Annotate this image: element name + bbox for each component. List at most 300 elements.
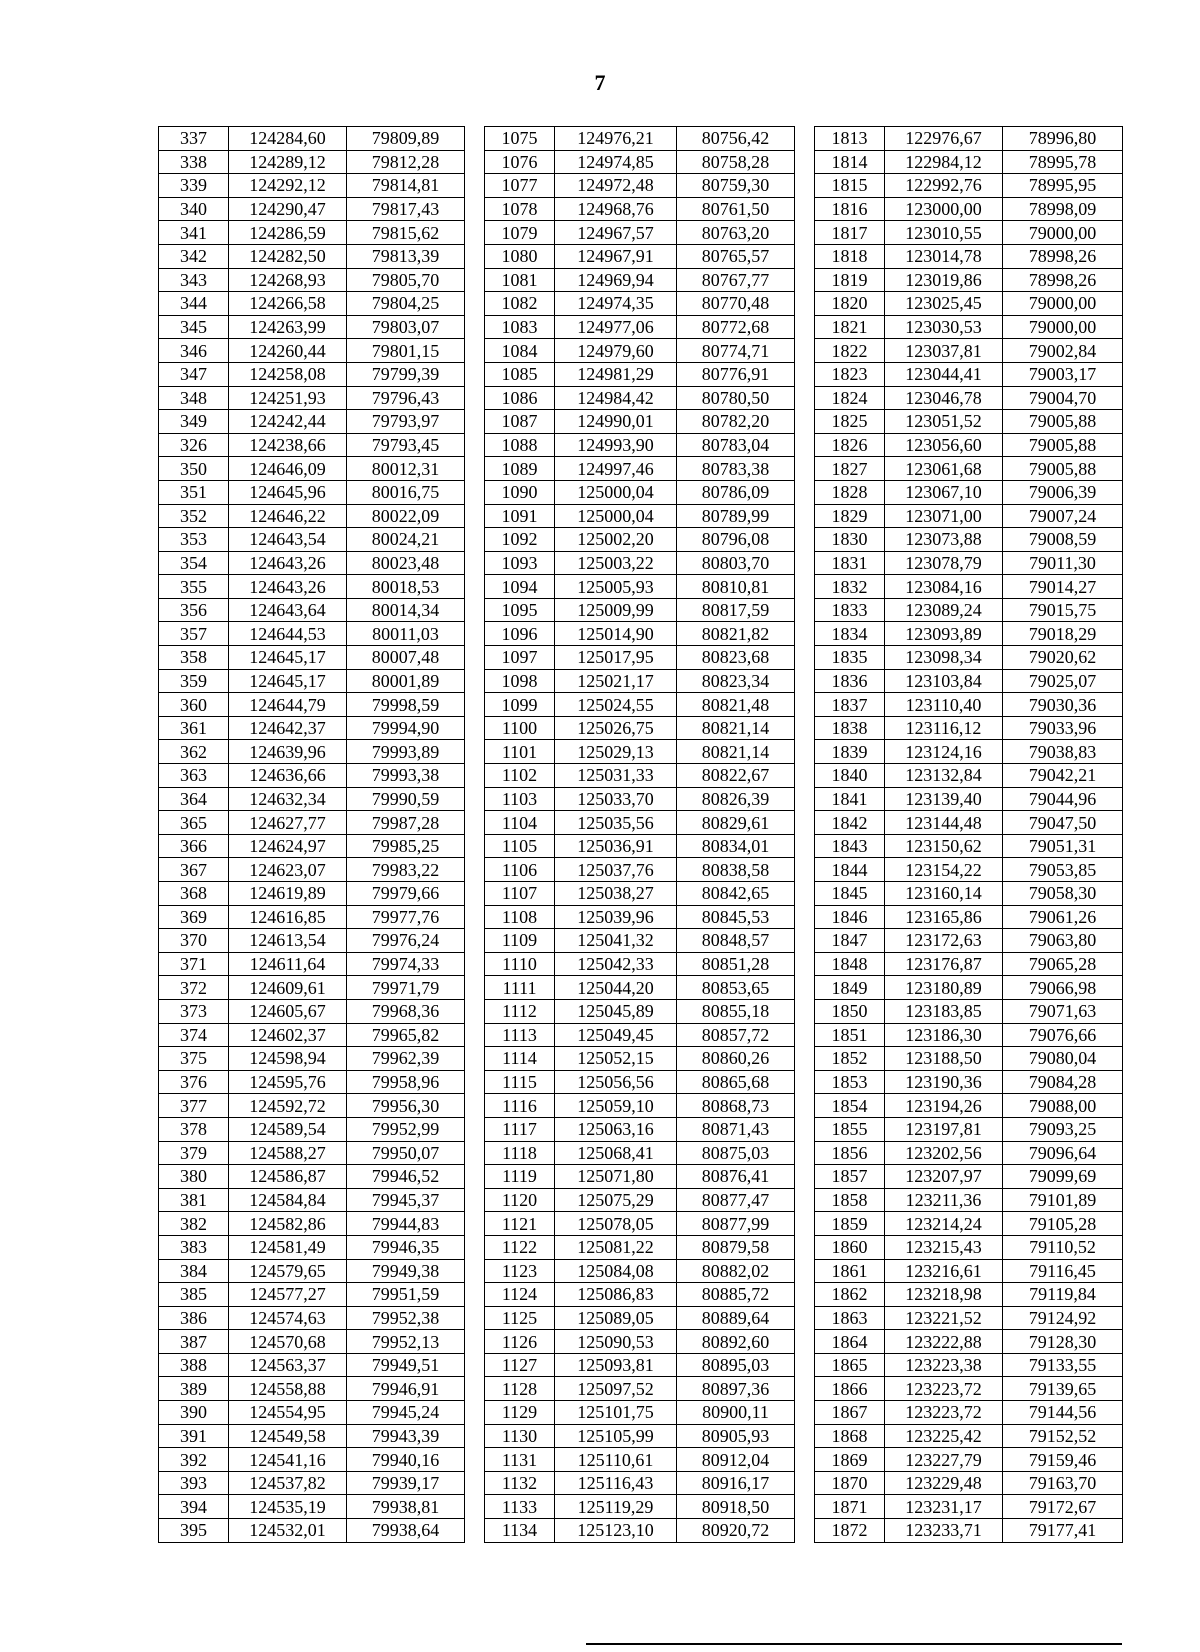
block-separator bbox=[795, 221, 815, 245]
point-number-cell: 1080 bbox=[485, 244, 555, 268]
block-separator bbox=[465, 504, 485, 528]
y-coordinate-cell: 79945,37 bbox=[347, 1188, 465, 1212]
x-coordinate-cell: 124644,53 bbox=[229, 622, 347, 646]
y-coordinate-cell: 79805,70 bbox=[347, 268, 465, 292]
block-separator bbox=[465, 622, 485, 646]
y-coordinate-cell: 79968,36 bbox=[347, 999, 465, 1023]
point-number-cell: 1843 bbox=[815, 834, 885, 858]
y-coordinate-cell: 79994,90 bbox=[347, 716, 465, 740]
point-number-cell: 1129 bbox=[485, 1401, 555, 1425]
x-coordinate-cell: 123160,14 bbox=[885, 882, 1003, 906]
point-number-cell: 1099 bbox=[485, 693, 555, 717]
point-number-cell: 1860 bbox=[815, 1235, 885, 1259]
block-separator bbox=[465, 197, 485, 221]
x-coordinate-cell: 125005,93 bbox=[555, 575, 677, 599]
x-coordinate-cell: 124972,48 bbox=[555, 174, 677, 198]
y-coordinate-cell: 79088,00 bbox=[1003, 1094, 1123, 1118]
x-coordinate-cell: 124645,17 bbox=[229, 669, 347, 693]
block-separator bbox=[465, 740, 485, 764]
table-row bbox=[159, 457, 1123, 481]
y-coordinate-cell: 80845,53 bbox=[677, 905, 795, 929]
x-coordinate-cell: 125029,13 bbox=[555, 740, 677, 764]
y-coordinate-cell: 80900,11 bbox=[677, 1401, 795, 1425]
block-separator bbox=[795, 292, 815, 316]
table-row bbox=[159, 716, 1123, 740]
point-number-cell: 394 bbox=[159, 1495, 229, 1519]
table-row bbox=[159, 315, 1123, 339]
y-coordinate-cell: 79990,59 bbox=[347, 787, 465, 811]
point-number-cell: 385 bbox=[159, 1283, 229, 1307]
y-coordinate-cell: 80759,30 bbox=[677, 174, 795, 198]
point-number-cell: 1090 bbox=[485, 480, 555, 504]
point-number-cell: 1079 bbox=[485, 221, 555, 245]
y-coordinate-cell: 80803,70 bbox=[677, 551, 795, 575]
block-separator bbox=[465, 999, 485, 1023]
x-coordinate-cell: 124645,96 bbox=[229, 480, 347, 504]
table-row bbox=[159, 1070, 1123, 1094]
x-coordinate-cell: 125026,75 bbox=[555, 716, 677, 740]
y-coordinate-cell: 79025,07 bbox=[1003, 669, 1123, 693]
point-number-cell: 1075 bbox=[485, 127, 555, 151]
x-coordinate-cell: 124577,27 bbox=[229, 1283, 347, 1307]
point-number-cell: 342 bbox=[159, 244, 229, 268]
x-coordinate-cell: 124549,58 bbox=[229, 1424, 347, 1448]
block-separator bbox=[465, 127, 485, 151]
point-number-cell: 374 bbox=[159, 1023, 229, 1047]
table-row bbox=[159, 929, 1123, 953]
y-coordinate-cell: 80912,04 bbox=[677, 1448, 795, 1472]
x-coordinate-cell: 125031,33 bbox=[555, 764, 677, 788]
point-number-cell: 1122 bbox=[485, 1235, 555, 1259]
y-coordinate-cell: 79096,64 bbox=[1003, 1141, 1123, 1165]
x-coordinate-cell: 125000,04 bbox=[555, 504, 677, 528]
point-number-cell: 349 bbox=[159, 410, 229, 434]
point-number-cell: 1088 bbox=[485, 433, 555, 457]
y-coordinate-cell: 79985,25 bbox=[347, 834, 465, 858]
table-row bbox=[159, 1117, 1123, 1141]
x-coordinate-cell: 125036,91 bbox=[555, 834, 677, 858]
point-number-cell: 352 bbox=[159, 504, 229, 528]
x-coordinate-cell: 122976,67 bbox=[885, 127, 1003, 151]
y-coordinate-cell: 79971,79 bbox=[347, 976, 465, 1000]
block-separator bbox=[795, 1495, 815, 1519]
point-number-cell: 1862 bbox=[815, 1283, 885, 1307]
block-separator bbox=[795, 1377, 815, 1401]
x-coordinate-cell: 125049,45 bbox=[555, 1023, 677, 1047]
y-coordinate-cell: 79946,35 bbox=[347, 1235, 465, 1259]
point-number-cell: 1863 bbox=[815, 1306, 885, 1330]
block-separator bbox=[465, 787, 485, 811]
point-number-cell: 362 bbox=[159, 740, 229, 764]
point-number-cell: 383 bbox=[159, 1235, 229, 1259]
point-number-cell: 381 bbox=[159, 1188, 229, 1212]
point-number-cell: 1093 bbox=[485, 551, 555, 575]
block-separator bbox=[795, 1047, 815, 1071]
x-coordinate-cell: 124588,27 bbox=[229, 1141, 347, 1165]
x-coordinate-cell: 125093,81 bbox=[555, 1353, 677, 1377]
y-coordinate-cell: 79084,28 bbox=[1003, 1070, 1123, 1094]
block-separator bbox=[795, 952, 815, 976]
x-coordinate-cell: 125090,53 bbox=[555, 1330, 677, 1354]
x-coordinate-cell: 123037,81 bbox=[885, 339, 1003, 363]
point-number-cell: 346 bbox=[159, 339, 229, 363]
y-coordinate-cell: 80786,09 bbox=[677, 480, 795, 504]
y-coordinate-cell: 79099,69 bbox=[1003, 1165, 1123, 1189]
x-coordinate-cell: 125009,99 bbox=[555, 598, 677, 622]
y-coordinate-cell: 80018,53 bbox=[347, 575, 465, 599]
x-coordinate-cell: 123098,34 bbox=[885, 646, 1003, 670]
table-row bbox=[159, 905, 1123, 929]
point-number-cell: 393 bbox=[159, 1471, 229, 1495]
y-coordinate-cell: 79814,81 bbox=[347, 174, 465, 198]
x-coordinate-cell: 125041,32 bbox=[555, 929, 677, 953]
point-number-cell: 1109 bbox=[485, 929, 555, 953]
point-number-cell: 1119 bbox=[485, 1165, 555, 1189]
y-coordinate-cell: 80810,81 bbox=[677, 575, 795, 599]
x-coordinate-cell: 124284,60 bbox=[229, 127, 347, 151]
block-separator bbox=[795, 504, 815, 528]
y-coordinate-cell: 79053,85 bbox=[1003, 858, 1123, 882]
x-coordinate-cell: 123000,00 bbox=[885, 197, 1003, 221]
x-coordinate-cell: 124646,22 bbox=[229, 504, 347, 528]
y-coordinate-cell: 79003,17 bbox=[1003, 362, 1123, 386]
x-coordinate-cell: 123150,62 bbox=[885, 834, 1003, 858]
x-coordinate-cell: 123176,87 bbox=[885, 952, 1003, 976]
y-coordinate-cell: 80823,34 bbox=[677, 669, 795, 693]
x-coordinate-cell: 122992,76 bbox=[885, 174, 1003, 198]
x-coordinate-cell: 124616,85 bbox=[229, 905, 347, 929]
x-coordinate-cell: 124639,96 bbox=[229, 740, 347, 764]
table-row bbox=[159, 1448, 1123, 1472]
y-coordinate-cell: 79965,82 bbox=[347, 1023, 465, 1047]
y-coordinate-cell: 80007,48 bbox=[347, 646, 465, 670]
point-number-cell: 1095 bbox=[485, 598, 555, 622]
y-coordinate-cell: 79163,70 bbox=[1003, 1471, 1123, 1495]
point-number-cell: 1839 bbox=[815, 740, 885, 764]
block-separator bbox=[465, 882, 485, 906]
block-separator bbox=[465, 1235, 485, 1259]
y-coordinate-cell: 79051,31 bbox=[1003, 834, 1123, 858]
table-row bbox=[159, 1330, 1123, 1354]
y-coordinate-cell: 79793,45 bbox=[347, 433, 465, 457]
y-coordinate-cell: 80889,64 bbox=[677, 1306, 795, 1330]
y-coordinate-cell: 80851,28 bbox=[677, 952, 795, 976]
x-coordinate-cell: 123073,88 bbox=[885, 528, 1003, 552]
point-number-cell: 1132 bbox=[485, 1471, 555, 1495]
table-row bbox=[159, 952, 1123, 976]
block-separator bbox=[465, 575, 485, 599]
x-coordinate-cell: 125110,61 bbox=[555, 1448, 677, 1472]
point-number-cell: 1845 bbox=[815, 882, 885, 906]
block-separator bbox=[465, 1070, 485, 1094]
x-coordinate-cell: 125035,56 bbox=[555, 811, 677, 835]
point-number-cell: 1828 bbox=[815, 480, 885, 504]
x-coordinate-cell: 124537,82 bbox=[229, 1471, 347, 1495]
x-coordinate-cell: 124624,97 bbox=[229, 834, 347, 858]
y-coordinate-cell: 79139,65 bbox=[1003, 1377, 1123, 1401]
x-coordinate-cell: 124268,93 bbox=[229, 268, 347, 292]
x-coordinate-cell: 123188,50 bbox=[885, 1047, 1003, 1071]
block-separator bbox=[795, 1141, 815, 1165]
table-row bbox=[159, 882, 1123, 906]
y-coordinate-cell: 79817,43 bbox=[347, 197, 465, 221]
point-number-cell: 1832 bbox=[815, 575, 885, 599]
y-coordinate-cell: 79793,97 bbox=[347, 410, 465, 434]
point-number-cell: 1836 bbox=[815, 669, 885, 693]
x-coordinate-cell: 123202,56 bbox=[885, 1141, 1003, 1165]
point-number-cell: 1827 bbox=[815, 457, 885, 481]
block-separator bbox=[795, 669, 815, 693]
x-coordinate-cell: 124605,67 bbox=[229, 999, 347, 1023]
x-coordinate-cell: 123190,36 bbox=[885, 1070, 1003, 1094]
point-number-cell: 1102 bbox=[485, 764, 555, 788]
block-separator bbox=[795, 1283, 815, 1307]
point-number-cell: 1846 bbox=[815, 905, 885, 929]
table-row bbox=[159, 339, 1123, 363]
block-separator bbox=[795, 433, 815, 457]
point-number-cell: 1096 bbox=[485, 622, 555, 646]
y-coordinate-cell: 79801,15 bbox=[347, 339, 465, 363]
table-row bbox=[159, 1424, 1123, 1448]
y-coordinate-cell: 79000,00 bbox=[1003, 292, 1123, 316]
y-coordinate-cell: 80920,72 bbox=[677, 1519, 795, 1543]
x-coordinate-cell: 124238,66 bbox=[229, 433, 347, 457]
x-coordinate-cell: 124251,93 bbox=[229, 386, 347, 410]
table-row bbox=[159, 622, 1123, 646]
x-coordinate-cell: 124643,26 bbox=[229, 575, 347, 599]
x-coordinate-cell: 124574,63 bbox=[229, 1306, 347, 1330]
point-number-cell: 1852 bbox=[815, 1047, 885, 1071]
block-separator bbox=[795, 1401, 815, 1425]
point-number-cell: 1850 bbox=[815, 999, 885, 1023]
y-coordinate-cell: 79014,27 bbox=[1003, 575, 1123, 599]
table-row bbox=[159, 292, 1123, 316]
y-coordinate-cell: 79011,30 bbox=[1003, 551, 1123, 575]
x-coordinate-cell: 122984,12 bbox=[885, 150, 1003, 174]
point-number-cell: 361 bbox=[159, 716, 229, 740]
block-separator bbox=[795, 1165, 815, 1189]
y-coordinate-cell: 80865,68 bbox=[677, 1070, 795, 1094]
table-row bbox=[159, 1188, 1123, 1212]
x-coordinate-cell: 125044,20 bbox=[555, 976, 677, 1000]
point-number-cell: 1849 bbox=[815, 976, 885, 1000]
table-row bbox=[159, 858, 1123, 882]
x-coordinate-cell: 123025,45 bbox=[885, 292, 1003, 316]
block-separator bbox=[795, 551, 815, 575]
x-coordinate-cell: 125017,95 bbox=[555, 646, 677, 670]
x-coordinate-cell: 123061,68 bbox=[885, 457, 1003, 481]
point-number-cell: 382 bbox=[159, 1212, 229, 1236]
y-coordinate-cell: 79993,38 bbox=[347, 764, 465, 788]
x-coordinate-cell: 123211,36 bbox=[885, 1188, 1003, 1212]
y-coordinate-cell: 79962,39 bbox=[347, 1047, 465, 1071]
block-separator bbox=[465, 410, 485, 434]
y-coordinate-cell: 79015,75 bbox=[1003, 598, 1123, 622]
point-number-cell: 1131 bbox=[485, 1448, 555, 1472]
x-coordinate-cell: 123089,24 bbox=[885, 598, 1003, 622]
block-separator bbox=[795, 575, 815, 599]
point-number-cell: 368 bbox=[159, 882, 229, 906]
block-separator bbox=[465, 976, 485, 1000]
point-number-cell: 1104 bbox=[485, 811, 555, 835]
block-separator bbox=[795, 1235, 815, 1259]
block-separator bbox=[795, 646, 815, 670]
block-separator bbox=[795, 764, 815, 788]
x-coordinate-cell: 125068,41 bbox=[555, 1141, 677, 1165]
point-number-cell: 1819 bbox=[815, 268, 885, 292]
y-coordinate-cell: 79943,39 bbox=[347, 1424, 465, 1448]
y-coordinate-cell: 79005,88 bbox=[1003, 457, 1123, 481]
x-coordinate-cell: 125039,96 bbox=[555, 905, 677, 929]
point-number-cell: 1859 bbox=[815, 1212, 885, 1236]
point-number-cell: 1117 bbox=[485, 1117, 555, 1141]
y-coordinate-cell: 79030,36 bbox=[1003, 693, 1123, 717]
point-number-cell: 1091 bbox=[485, 504, 555, 528]
x-coordinate-cell: 123180,89 bbox=[885, 976, 1003, 1000]
point-number-cell: 370 bbox=[159, 929, 229, 953]
point-number-cell: 1821 bbox=[815, 315, 885, 339]
x-coordinate-cell: 123165,86 bbox=[885, 905, 1003, 929]
y-coordinate-cell: 79044,96 bbox=[1003, 787, 1123, 811]
y-coordinate-cell: 79005,88 bbox=[1003, 410, 1123, 434]
x-coordinate-cell: 124967,91 bbox=[555, 244, 677, 268]
point-number-cell: 339 bbox=[159, 174, 229, 198]
x-coordinate-cell: 123229,48 bbox=[885, 1471, 1003, 1495]
point-number-cell: 1127 bbox=[485, 1353, 555, 1377]
point-number-cell: 1121 bbox=[485, 1212, 555, 1236]
y-coordinate-cell: 80857,72 bbox=[677, 1023, 795, 1047]
block-separator bbox=[465, 952, 485, 976]
block-separator bbox=[465, 1424, 485, 1448]
table-row bbox=[159, 1023, 1123, 1047]
x-coordinate-cell: 125002,20 bbox=[555, 528, 677, 552]
table-row bbox=[159, 1283, 1123, 1307]
y-coordinate-cell: 80842,65 bbox=[677, 882, 795, 906]
block-separator bbox=[465, 1401, 485, 1425]
point-number-cell: 1840 bbox=[815, 764, 885, 788]
point-number-cell: 364 bbox=[159, 787, 229, 811]
x-coordinate-cell: 124977,06 bbox=[555, 315, 677, 339]
y-coordinate-cell: 79058,30 bbox=[1003, 882, 1123, 906]
point-number-cell: 392 bbox=[159, 1448, 229, 1472]
point-number-cell: 1851 bbox=[815, 1023, 885, 1047]
point-number-cell: 365 bbox=[159, 811, 229, 835]
y-coordinate-cell: 79159,46 bbox=[1003, 1448, 1123, 1472]
point-number-cell: 1815 bbox=[815, 174, 885, 198]
y-coordinate-cell: 80905,93 bbox=[677, 1424, 795, 1448]
x-coordinate-cell: 125056,56 bbox=[555, 1070, 677, 1094]
x-coordinate-cell: 123046,78 bbox=[885, 386, 1003, 410]
point-number-cell: 384 bbox=[159, 1259, 229, 1283]
block-separator bbox=[465, 1141, 485, 1165]
block-separator bbox=[465, 1283, 485, 1307]
block-separator bbox=[465, 1094, 485, 1118]
x-coordinate-cell: 124558,88 bbox=[229, 1377, 347, 1401]
y-coordinate-cell: 79938,64 bbox=[347, 1519, 465, 1543]
x-coordinate-cell: 123197,81 bbox=[885, 1117, 1003, 1141]
point-number-cell: 1115 bbox=[485, 1070, 555, 1094]
y-coordinate-cell: 80789,99 bbox=[677, 504, 795, 528]
x-coordinate-cell: 123172,63 bbox=[885, 929, 1003, 953]
block-separator bbox=[465, 693, 485, 717]
y-coordinate-cell: 79038,83 bbox=[1003, 740, 1123, 764]
point-number-cell: 1830 bbox=[815, 528, 885, 552]
block-separator bbox=[465, 811, 485, 835]
block-separator bbox=[795, 882, 815, 906]
table-row bbox=[159, 1519, 1123, 1543]
x-coordinate-cell: 125045,89 bbox=[555, 999, 677, 1023]
y-coordinate-cell: 79063,80 bbox=[1003, 929, 1123, 953]
x-coordinate-cell: 124589,54 bbox=[229, 1117, 347, 1141]
y-coordinate-cell: 79974,33 bbox=[347, 952, 465, 976]
x-coordinate-cell: 123014,78 bbox=[885, 244, 1003, 268]
point-number-cell: 341 bbox=[159, 221, 229, 245]
y-coordinate-cell: 79047,50 bbox=[1003, 811, 1123, 835]
point-number-cell: 1123 bbox=[485, 1259, 555, 1283]
x-coordinate-cell: 124643,26 bbox=[229, 551, 347, 575]
y-coordinate-cell: 79983,22 bbox=[347, 858, 465, 882]
x-coordinate-cell: 124592,72 bbox=[229, 1094, 347, 1118]
block-separator bbox=[795, 1471, 815, 1495]
x-coordinate-cell: 124563,37 bbox=[229, 1353, 347, 1377]
x-coordinate-cell: 123222,88 bbox=[885, 1330, 1003, 1354]
block-separator bbox=[465, 1495, 485, 1519]
point-number-cell: 359 bbox=[159, 669, 229, 693]
x-coordinate-cell: 124632,34 bbox=[229, 787, 347, 811]
point-number-cell: 340 bbox=[159, 197, 229, 221]
point-number-cell: 1868 bbox=[815, 1424, 885, 1448]
point-number-cell: 1813 bbox=[815, 127, 885, 151]
block-separator bbox=[465, 339, 485, 363]
block-separator bbox=[465, 244, 485, 268]
table-row bbox=[159, 551, 1123, 575]
table-row bbox=[159, 693, 1123, 717]
block-separator bbox=[465, 386, 485, 410]
block-separator bbox=[795, 905, 815, 929]
block-separator bbox=[795, 740, 815, 764]
x-coordinate-cell: 124981,29 bbox=[555, 362, 677, 386]
x-coordinate-cell: 125021,17 bbox=[555, 669, 677, 693]
table-row bbox=[159, 244, 1123, 268]
y-coordinate-cell: 79042,21 bbox=[1003, 764, 1123, 788]
block-separator bbox=[465, 858, 485, 882]
point-number-cell: 360 bbox=[159, 693, 229, 717]
y-coordinate-cell: 79958,96 bbox=[347, 1070, 465, 1094]
point-number-cell: 350 bbox=[159, 457, 229, 481]
x-coordinate-cell: 123207,97 bbox=[885, 1165, 1003, 1189]
x-coordinate-cell: 125119,29 bbox=[555, 1495, 677, 1519]
point-number-cell: 1861 bbox=[815, 1259, 885, 1283]
point-number-cell: 1130 bbox=[485, 1424, 555, 1448]
y-coordinate-cell: 80763,20 bbox=[677, 221, 795, 245]
block-separator bbox=[795, 693, 815, 717]
block-separator bbox=[465, 1023, 485, 1047]
point-number-cell: 1112 bbox=[485, 999, 555, 1023]
block-separator bbox=[465, 315, 485, 339]
point-number-cell: 1818 bbox=[815, 244, 885, 268]
y-coordinate-cell: 80016,75 bbox=[347, 480, 465, 504]
point-number-cell: 1824 bbox=[815, 386, 885, 410]
x-coordinate-cell: 123233,71 bbox=[885, 1519, 1003, 1543]
point-number-cell: 380 bbox=[159, 1165, 229, 1189]
point-number-cell: 1837 bbox=[815, 693, 885, 717]
point-number-cell: 1120 bbox=[485, 1188, 555, 1212]
block-separator bbox=[795, 1023, 815, 1047]
x-coordinate-cell: 123227,79 bbox=[885, 1448, 1003, 1472]
y-coordinate-cell: 80774,71 bbox=[677, 339, 795, 363]
x-coordinate-cell: 124570,68 bbox=[229, 1330, 347, 1354]
point-number-cell: 1078 bbox=[485, 197, 555, 221]
